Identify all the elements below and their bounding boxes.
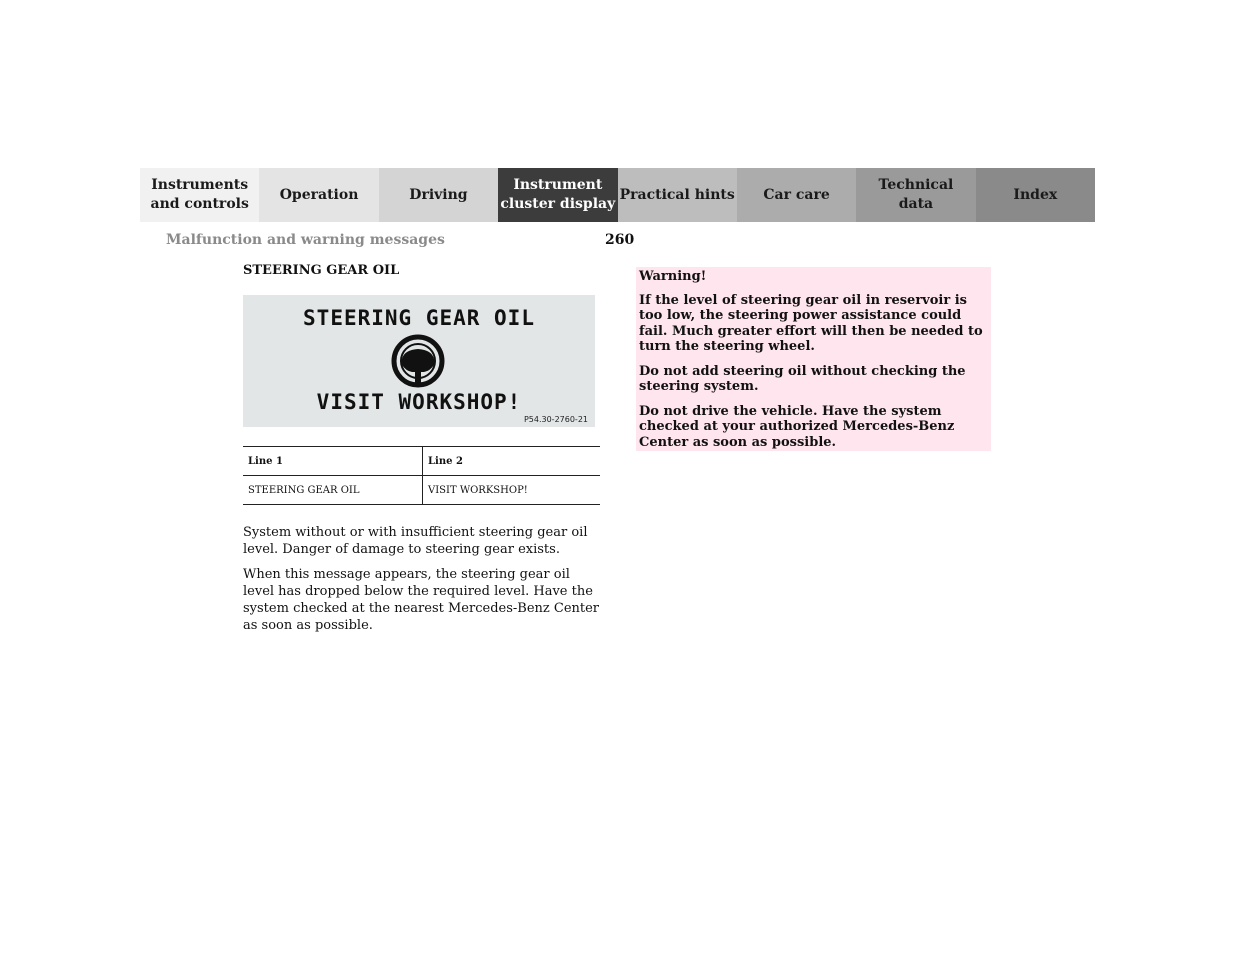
message-heading: STEERING GEAR OIL <box>243 263 400 278</box>
table-row <box>243 476 600 505</box>
table-cell-line-1: STEERING GEAR OIL <box>243 476 423 505</box>
warning-paragraph: Do not add steering oil without checking the steering system. <box>639 363 966 394</box>
warning-title: Warning! <box>639 269 707 284</box>
table-header-line-1: Line 1 <box>243 447 423 476</box>
section-title: Malfunction and warning messages <box>166 232 445 248</box>
table-header-line-2: Line 2 <box>423 447 601 476</box>
tab-index[interactable]: Index <box>976 168 1095 222</box>
page-number: 260 <box>605 232 635 248</box>
warning-paragraph: Do not drive the vehicle. Have the system checked at your authorized Mercedes-Benz Center as soon as possible. <box>639 403 955 450</box>
description-paragraph: System without or with insufficient steering gear oil level. Danger of damage to steering gear exists. <box>243 525 588 557</box>
display-message-table <box>243 446 600 505</box>
table-header-row <box>243 447 600 476</box>
description-paragraph: When this message appears, the steering gear oil level has dropped below the required level. Have the system checked at the nearest Mercedes-Benz Center as soon as possible. <box>243 567 600 633</box>
tab-instruments-and-controls[interactable]: Instruments and controls <box>140 168 259 222</box>
cluster-display-figure <box>243 295 595 427</box>
tab-technical-data[interactable]: Technical data <box>856 168 975 222</box>
tab-instrument-cluster-display[interactable]: Instrument cluster display <box>498 168 617 222</box>
table-cell-line-2: VISIT WORKSHOP! <box>423 476 601 505</box>
section-tabs <box>140 168 1095 222</box>
tab-operation[interactable]: Operation <box>259 168 378 222</box>
tab-driving[interactable]: Driving <box>379 168 498 222</box>
display-line-2: VISIT WORKSHOP! <box>316 390 522 414</box>
display-line-1: STEERING GEAR OIL <box>303 306 535 330</box>
steering-wheel-icon <box>390 333 446 389</box>
figure-reference: P54.30-2760-21 <box>523 415 588 424</box>
warning-box <box>636 267 991 451</box>
description-text <box>243 524 603 642</box>
tab-practical-hints[interactable]: Practical hints <box>618 168 737 222</box>
tab-car-care[interactable]: Car care <box>737 168 856 222</box>
warning-paragraph: If the level of steering gear oil in reservoir is too low, the steering power assistance could fail. Much greater effort will then be needed to turn the steering wheel. <box>639 292 983 354</box>
